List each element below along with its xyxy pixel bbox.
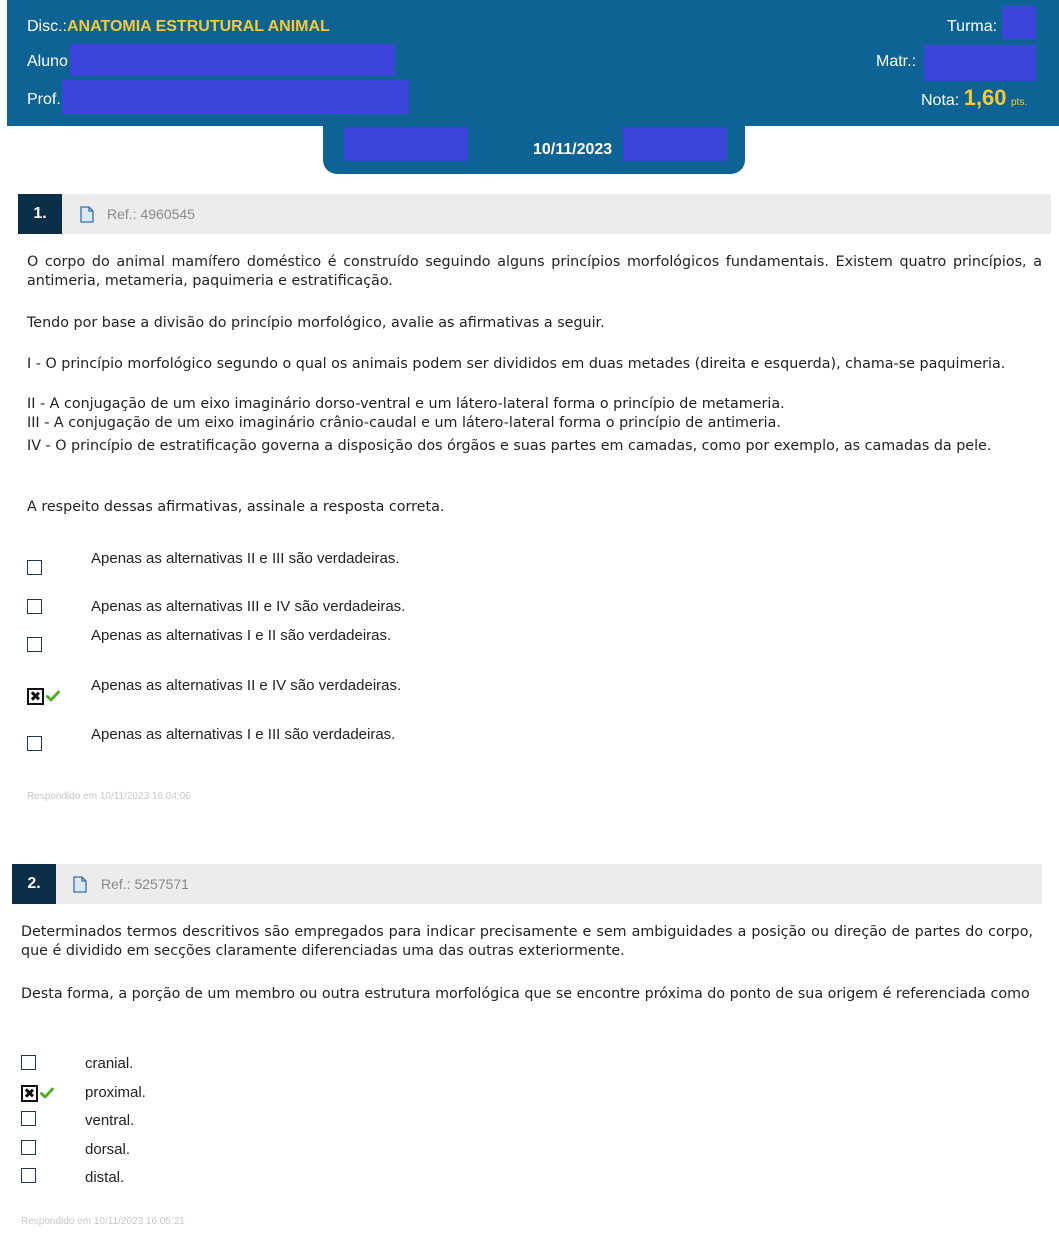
- q1-option-5-label[interactable]: Apenas as alternativas I e III são verdadeiras.: [91, 726, 396, 743]
- grade-unit: pts.: [1010, 97, 1028, 108]
- aluno-label: Aluno: [27, 53, 68, 70]
- redacted-tab-left: [344, 127, 468, 161]
- document-icon: [80, 206, 94, 223]
- q1-option-5-checkbox[interactable]: [27, 736, 42, 751]
- q2-answered-timestamp: Respondido em 10/11/2023 16:05:21: [21, 1216, 185, 1227]
- q1-option-1-checkbox[interactable]: [27, 560, 42, 575]
- q1-option-4-label[interactable]: Apenas as alternativas II e IV são verdadeiras.: [91, 677, 402, 694]
- q1-option-2-checkbox[interactable]: [27, 599, 42, 614]
- discipline-label: Disc.:: [27, 18, 67, 35]
- question-1-prompt: A respeito dessas afirmativas, assinale a resposta correta.: [27, 499, 445, 515]
- redacted-matricula: [924, 45, 1036, 81]
- professor-label: Prof.: [27, 91, 61, 108]
- redacted-turma: [1002, 6, 1036, 39]
- q1-option-3-label[interactable]: Apenas as alternativas I e II são verdadeiras.: [91, 627, 392, 644]
- question-1-number: 1.: [18, 194, 62, 234]
- turma-label: Turma:: [947, 18, 998, 35]
- question-2-header: [12, 864, 1042, 904]
- correct-check-icon: [40, 1087, 54, 1099]
- grade-label: Nota:: [921, 92, 960, 109]
- q1-option-3-checkbox[interactable]: [27, 637, 42, 652]
- discipline-line: [27, 17, 330, 37]
- question-2-intro: Determinados termos descritivos são empregados para indicar precisamente e sem ambiguidades a posição ou direção de partes do corpo, que é dividido em secções claramente diferenciadas uma das outras exteriormente.: [21, 924, 1033, 959]
- q2-option-4-label[interactable]: dorsal.: [85, 1141, 131, 1158]
- matricula-label: Matr.:: [876, 53, 917, 70]
- q2-option-1-label[interactable]: cranial.: [85, 1055, 134, 1072]
- question-1-instruction: Tendo por base a divisão do princípio morfológico, avalie as afirmativas a seguir.: [27, 315, 605, 331]
- q2-option-1-checkbox[interactable]: [21, 1055, 36, 1070]
- question-1-statement-2: II - A conjugação de um eixo imaginário dorso-ventral e um látero-lateral forma o princípio de metameria.: [27, 396, 785, 412]
- q2-option-4-checkbox[interactable]: [21, 1140, 36, 1155]
- q1-option-2-label[interactable]: Apenas as alternativas III e IV são verdadeiras.: [91, 598, 406, 615]
- question-1-statement-3: III - A conjugação de um eixo imaginário crânio-caudal e um látero-lateral forma o princípio de antimeria.: [27, 415, 781, 431]
- redacted-professor-name: [62, 80, 409, 114]
- q1-option-4-checkbox[interactable]: [27, 688, 44, 705]
- correct-check-icon: [46, 690, 60, 702]
- question-1-intro: O corpo do animal mamífero doméstico é construído seguindo alguns princípios morfológicos fundamentais. Existem quatro princípios, a antimeria, metameria, paquimeria e estratificação.: [27, 254, 1042, 289]
- grade-value: 1,60: [963, 85, 1007, 110]
- q2-option-3-label[interactable]: ventral.: [85, 1112, 135, 1129]
- question-1-statement-4: IV - O princípio de estratificação governa a disposição dos órgãos e suas partes em camadas, como por exemplo, as camadas da pele.: [27, 438, 992, 454]
- q2-option-3-checkbox[interactable]: [21, 1111, 36, 1126]
- q2-option-2-checkbox[interactable]: [21, 1085, 38, 1102]
- exam-date: 10/11/2023: [533, 141, 613, 158]
- q1-answered-timestamp: Respondido em 10/11/2023 16:04:06: [27, 791, 191, 802]
- question-1-ref: Ref.: 4960545: [107, 206, 195, 222]
- question-2-number: 2.: [12, 864, 56, 904]
- q2-option-5-label[interactable]: distal.: [85, 1169, 125, 1186]
- q2-option-5-checkbox[interactable]: [21, 1168, 36, 1183]
- question-2-ref: Ref.: 5257571: [101, 876, 189, 892]
- q1-option-1-label[interactable]: Apenas as alternativas II e III são verdadeiras.: [91, 550, 400, 567]
- question-1-header: [18, 194, 1051, 234]
- question-2-prompt: Desta forma, a porção de um membro ou outra estrutura morfológica que se encontre próxima do ponto de sua origem é referenciada como: [21, 986, 1030, 1002]
- discipline-name: ANATOMIA ESTRUTURAL ANIMAL: [67, 18, 330, 35]
- document-icon: [73, 876, 87, 893]
- redacted-tab-right: [623, 127, 727, 161]
- q2-option-2-label[interactable]: proximal.: [85, 1084, 146, 1101]
- grade-line: [921, 85, 1028, 113]
- redacted-student-name: [70, 44, 395, 76]
- question-1-statement-1: I - O princípio morfológico segundo o qual os animais podem ser divididos em duas metades (direita e esquerda), chama-se paquimeria.: [27, 356, 1006, 372]
